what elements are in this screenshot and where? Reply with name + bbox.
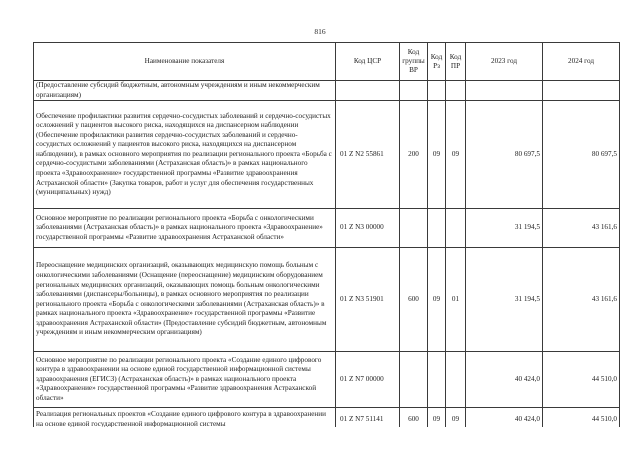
row-2023: 40 424,0 [466, 408, 543, 427]
row-rz [428, 352, 446, 408]
row-csr: 01 Z N7 00000 [336, 352, 400, 408]
row-name: (Предоставление субсидий бюджетным, автономным учреждениям и иным некоммерческим организациям) [34, 81, 336, 101]
page-number: 816 [314, 27, 326, 36]
table-row [34, 248, 620, 352]
row-2023 [466, 81, 543, 101]
row-name: Основное мероприятие по реализации регионального проекта «Создание единого цифрового контура в здравоохранении на основе единой государственной информационной системы здравоохранения (ЕГИСЗ) (Астраханская область)» в рамках национального проекта «Здравоохранение» государственной программы «Развитие здравоохранения Астраханской области» [34, 352, 336, 408]
row-2024: 80 697,5 [543, 101, 620, 209]
row-vr: 600 [400, 248, 428, 352]
header-csr: Код ЦСР [336, 43, 400, 81]
row-2024: 44 510,0 [543, 408, 620, 427]
header-2023: 2023 год [466, 43, 543, 81]
row-vr [400, 209, 428, 248]
row-vr [400, 81, 428, 101]
table-row [34, 81, 620, 101]
row-name: Основное мероприятие по реализации регионального проекта «Борьба с онкологическими заболеваниями (Астраханская область)» в рамках национального проекта «Здравоохранение» государственной программы «Развитие здравоохранения Астраханской области» [34, 209, 336, 248]
row-name: Обеспечение профилактики развития сердечно-сосудистых заболеваний и сердечно-сосудистых осложнений у пациентов высокого риска, находящихся на диспансерном наблюдении (Обеспечение профилактики развития сердечно-сосудистых заболеваний и сердечно-сосудистых осложнений у пациентов высокого риска, находящихся на диспансерном наблюдении), в рамках основного мероприятия по реализации регионального проекта «Борьба с сердечно-сосудистыми заболеваниями (Астраханская область)» в рамках национального проекта «Здравоохранение» государственной программы «Развитие здравоохранения Астраханской области» (Закупка товаров, работ и услуг для обеспечения государственных (муниципальных) нужд) [34, 101, 336, 209]
row-csr: 01 Z N3 00000 [336, 209, 400, 248]
budget-table [33, 42, 620, 427]
row-2024: 44 510,0 [543, 352, 620, 408]
header-2024: 2024 год [543, 43, 620, 81]
row-2023: 31 194,5 [466, 209, 543, 248]
row-2023: 31 194,5 [466, 248, 543, 352]
row-pr: 09 [446, 408, 466, 427]
row-pr [446, 81, 466, 101]
row-pr [446, 209, 466, 248]
row-2024 [543, 81, 620, 101]
row-2024: 43 161,6 [543, 209, 620, 248]
row-csr: 01 Z N7 51141 [336, 408, 400, 427]
row-pr [446, 352, 466, 408]
row-pr: 01 [446, 248, 466, 352]
header-rz: Код Рз [428, 43, 446, 81]
table-row [34, 408, 620, 427]
row-rz: 09 [428, 248, 446, 352]
header-vr: Код группы ВР [400, 43, 428, 81]
row-csr [336, 81, 400, 101]
row-2023: 40 424,0 [466, 352, 543, 408]
row-csr: 01 Z N2 55861 [336, 101, 400, 209]
row-rz: 09 [428, 408, 446, 427]
header-pr: Код ПР [446, 43, 466, 81]
row-rz: 09 [428, 101, 446, 209]
row-rz [428, 81, 446, 101]
row-vr [400, 352, 428, 408]
row-2024: 43 161,6 [543, 248, 620, 352]
row-pr: 09 [446, 101, 466, 209]
header-name: Наименование показателя [34, 43, 336, 81]
row-vr: 200 [400, 101, 428, 209]
row-name: Реализация региональных проектов «Создание единого цифрового контура в здравоохранении на основе единой государственной информационной системы [34, 408, 336, 427]
table-row [34, 209, 620, 248]
row-rz [428, 209, 446, 248]
row-name: Переоснащение медицинских организаций, оказывающих медицинскую помощь больным с онкологическими заболеваниями (Оснащение (переоснащение) медицинским оборудованием региональных медицинских организаций, оказывающих помощь больным онкологическими заболеваниями (диспансеры/больницы), в рамках основного мероприятия по реализации регионального проекта «Борьба с онкологическими заболеваниями (Астраханская область)» в рамках национального проекта «Здравоохранение» государственной программы «Развитие здравоохранения Астраханской области» (Предоставление субсидий бюджетным, автономным учреждениям и иным некоммерческим организациям) [34, 248, 336, 352]
row-2023: 80 697,5 [466, 101, 543, 209]
row-csr: 01 Z N3 51901 [336, 248, 400, 352]
table-row [34, 352, 620, 408]
header-row [34, 43, 620, 81]
table-row [34, 101, 620, 209]
row-vr: 600 [400, 408, 428, 427]
